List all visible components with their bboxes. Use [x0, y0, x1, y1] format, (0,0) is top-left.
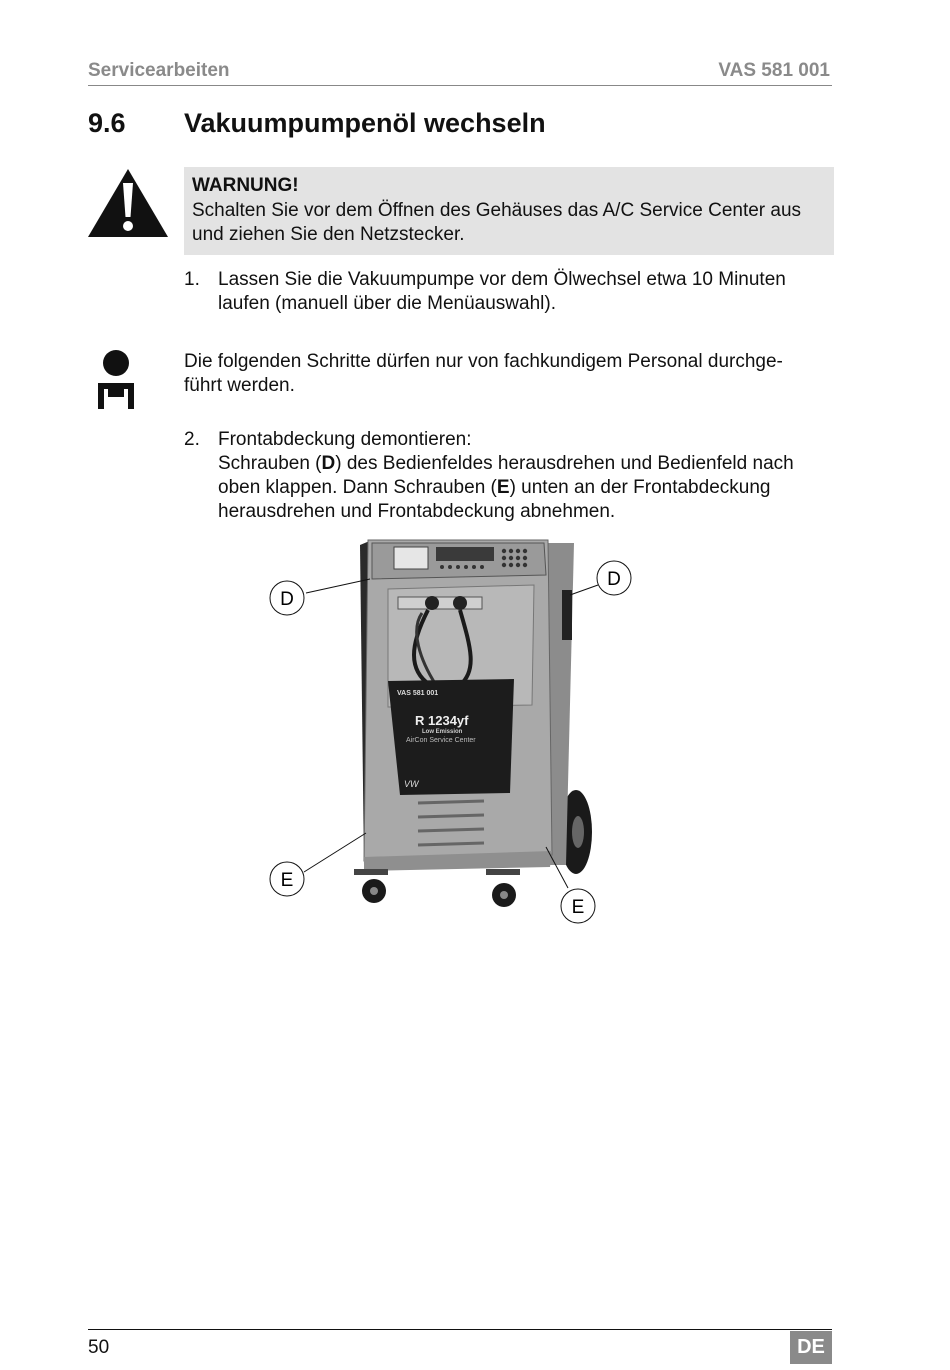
warning-box: [184, 167, 834, 255]
warning-title: WARNUNG!: [192, 175, 299, 196]
section-number: 9.6: [88, 108, 126, 138]
callout-d-left-label: D: [280, 589, 294, 610]
low-pressure-coupler: [425, 596, 439, 610]
qualified-personnel-note: [184, 350, 834, 398]
label-model: VAS 581 001: [397, 690, 439, 697]
caster-plate-left: [354, 869, 388, 875]
running-header-section: Servicearbeiten: [88, 60, 230, 81]
step-2-line-1: Frontabdeckung demontieren:: [218, 429, 472, 450]
technician-icon: [94, 349, 138, 411]
running-header-model: VAS 581 001: [718, 60, 830, 81]
high-pressure-coupler: [453, 596, 467, 610]
step-1-number: 1.: [184, 269, 200, 290]
section-title: Vakuumpumpenöl wechseln: [184, 108, 546, 138]
warning-text: [192, 199, 832, 247]
callout-d-right-label: D: [607, 569, 621, 590]
step-1-text: [218, 268, 838, 316]
language-badge: DE: [790, 1331, 832, 1364]
printer-slot: [394, 547, 428, 569]
screw-e-ref: E: [496, 477, 510, 498]
step-1-line-2: laufen (manuell über die Menüauswahl).: [218, 293, 556, 314]
display-screen: [436, 547, 494, 561]
step-2-line-2: Schrauben (D) des Bedienfeldes herausdrehen und Bedienfeld nach: [218, 453, 794, 474]
step-2-line-3: oben klappen. Dann Schrauben (E) unten an der Frontabdeckung: [218, 477, 771, 498]
step-2-line-4: herausdrehen und Frontabdeckung abnehmen.: [218, 501, 616, 522]
step-2-text: [218, 428, 838, 524]
warning-triangle-icon: [86, 167, 170, 239]
label-emission: Low Emission: [422, 729, 463, 735]
caster-plate-right: [486, 869, 520, 875]
warning-line-1: Schalten Sie vor dem Öffnen des Gehäuses das A/C Service Center aus: [192, 200, 802, 221]
step-2-number: 2.: [184, 429, 200, 450]
callout-e-right-label: E: [571, 897, 585, 918]
footer-rule: [88, 1329, 832, 1330]
label-brand: VW: [404, 779, 419, 789]
step-1-line-1: Lassen Sie die Vakuumpumpe vor dem Ölwechsel etwa 10 Minuten: [218, 269, 786, 290]
page-number: 50: [88, 1337, 110, 1358]
screw-d-ref: D: [321, 453, 336, 474]
callout-e-left-label: E: [280, 870, 294, 891]
warning-line-2: und ziehen Sie den Netzstecker.: [192, 224, 465, 245]
label-product: AirCon Service Center: [406, 737, 476, 744]
note-line-1: Die folgenden Schritte dürfen nur von fachkundigem Personal durchge-: [184, 351, 783, 372]
note-line-2: führt werden.: [184, 375, 295, 396]
header-rule: [88, 85, 832, 86]
coupler-bracket: [398, 597, 482, 609]
label-refrigerant: R 1234yf: [415, 713, 469, 728]
ac-service-center-illustration: [260, 535, 640, 935]
